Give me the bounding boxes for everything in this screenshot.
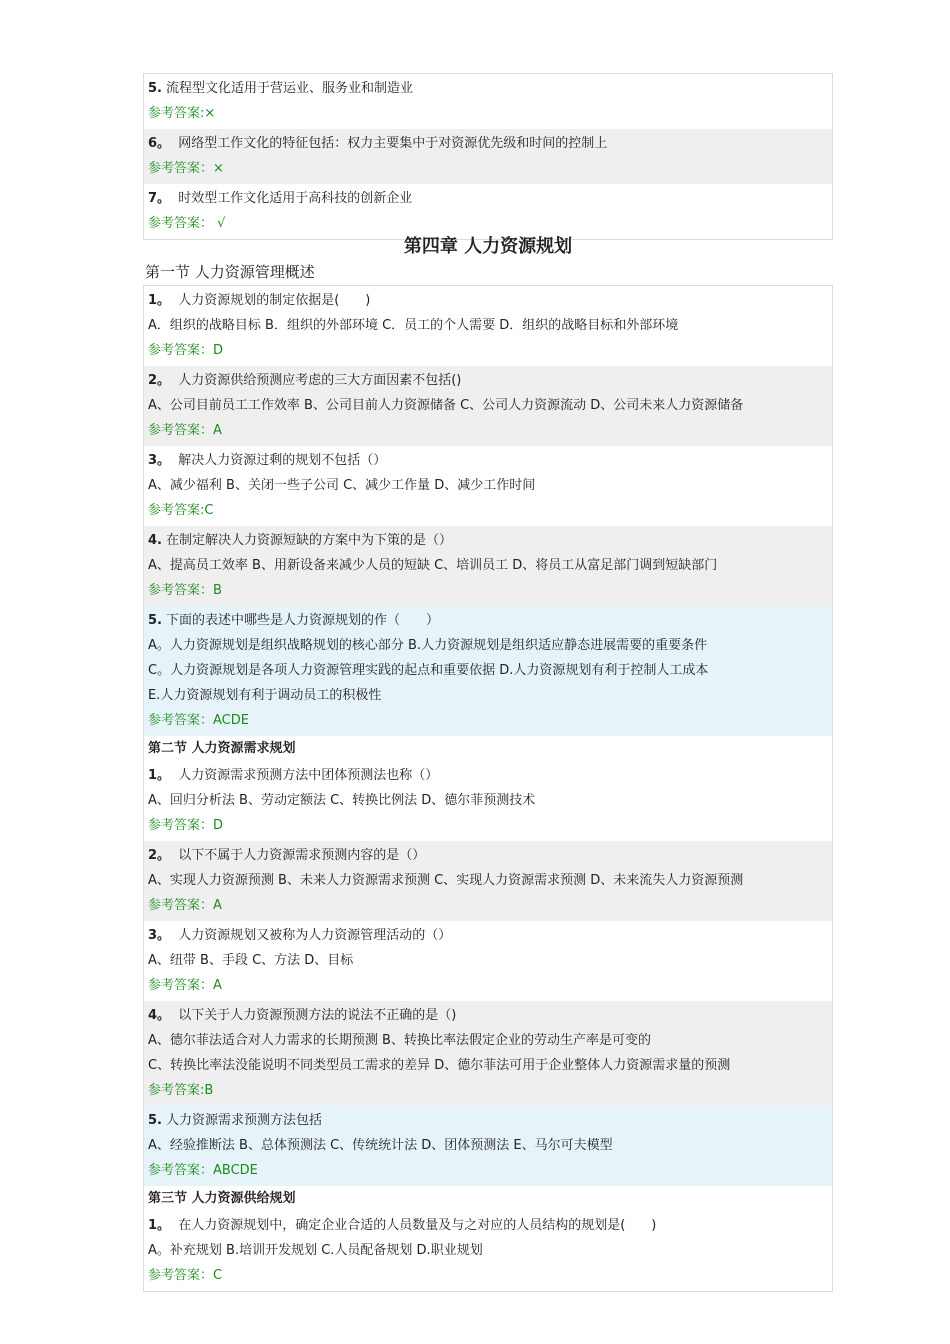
question-block bbox=[144, 761, 832, 841]
section-title: 第三节 人力资源供给规划 bbox=[148, 1191, 296, 1206]
question-options: A。补充规划 B.培训开发规划 C.人员配备规划 D.职业规划 bbox=[148, 1243, 483, 1258]
answer-text: 参考答案：ACDE bbox=[148, 713, 249, 728]
question-number: 5. bbox=[148, 1113, 162, 1128]
question-number: 1。 bbox=[148, 293, 171, 308]
question-box-main bbox=[143, 285, 833, 1292]
question-number: 2。 bbox=[148, 373, 171, 388]
question-text: 以下关于人力资源预测方法的说法不正确的是（) bbox=[178, 1008, 457, 1023]
question-options: C、转换比率法没能说明不同类型员工需求的差异 D、德尔菲法可用于企业整体人力资源需求量的预测 bbox=[148, 1058, 731, 1073]
question-block bbox=[144, 184, 832, 239]
question-text: 时效型工作文化适用于高科技的创新企业 bbox=[178, 191, 413, 206]
question-number: 7。 bbox=[148, 191, 171, 206]
question-text: 人力资源规划的制定依据是( ) bbox=[178, 293, 371, 308]
chapter-title: 第四章 人力资源规划 bbox=[403, 236, 573, 257]
question-options: A、德尔菲法适合对人力需求的长期预测 B、转换比率法假定企业的劳动生产率是可变的 bbox=[148, 1033, 651, 1048]
question-box-top bbox=[143, 73, 833, 240]
question-line bbox=[148, 186, 828, 211]
question-block bbox=[144, 74, 832, 129]
answer-text: 参考答案：D bbox=[148, 343, 224, 358]
question-block bbox=[144, 1001, 832, 1106]
answer-text: 参考答案：A bbox=[148, 978, 222, 993]
question-line bbox=[148, 763, 828, 788]
question-line bbox=[148, 923, 828, 948]
question-block bbox=[144, 366, 832, 446]
question-options: A、减少福利 B、关闭一些子公司 C、减少工作量 D、减少工作时间 bbox=[148, 478, 536, 493]
question-text: 网络型工作文化的特征包括：权力主要集中于对资源优先级和时间的控制上 bbox=[178, 136, 608, 151]
answer-text: 参考答案：A bbox=[148, 898, 222, 913]
question-text: 解决人力资源过剩的规划不包括（） bbox=[178, 453, 387, 468]
question-block bbox=[144, 921, 832, 1001]
question-options: E.人力资源规划有利于调动员工的积极性 bbox=[148, 688, 382, 703]
question-text: 下面的表述中哪些是人力资源规划的作（ ） bbox=[165, 613, 439, 628]
question-line bbox=[148, 528, 828, 553]
answer-text: 参考答案：A bbox=[148, 423, 222, 438]
question-line bbox=[148, 608, 828, 633]
question-line bbox=[148, 1003, 828, 1028]
question-block bbox=[144, 446, 832, 526]
question-line bbox=[148, 843, 828, 868]
question-number: 2。 bbox=[148, 848, 171, 863]
question-number: 1。 bbox=[148, 768, 171, 783]
question-text: 以下不属于人力资源需求预测内容的是（） bbox=[178, 848, 426, 863]
answer-text: 参考答案：ABCDE bbox=[148, 1163, 258, 1178]
question-line bbox=[148, 76, 828, 101]
question-number: 3。 bbox=[148, 453, 171, 468]
question-text: 人力资源供给预测应考虑的三大方面因素不包括() bbox=[178, 373, 462, 388]
answer-text: 参考答案：C bbox=[148, 1268, 223, 1283]
answer-text: 参考答案：D bbox=[148, 818, 224, 833]
section-title: 第一节 人力资源管理概述 bbox=[145, 263, 315, 281]
question-line bbox=[148, 288, 828, 313]
answer-text: 参考答案：× bbox=[148, 161, 224, 176]
question-number: 4。 bbox=[148, 1008, 171, 1023]
question-text: 在人力资源规划中，确定企业合适的人员数量及与之对应的人员结构的规划是( ) bbox=[178, 1218, 657, 1233]
question-text: 人力资源规划又被称为人力资源管理活动的（） bbox=[178, 928, 452, 943]
question-block bbox=[144, 129, 832, 184]
question-options: A、提高员工效率 B、用新设备来减少人员的短缺 C、培训员工 D、将员工从富足部门调到短缺部门 bbox=[148, 558, 718, 573]
question-block bbox=[144, 526, 832, 606]
answer-text: 参考答案： √ bbox=[148, 216, 226, 231]
question-block bbox=[144, 286, 832, 366]
question-block bbox=[144, 1211, 832, 1291]
question-text: 流程型文化适用于营运业、服务业和制造业 bbox=[165, 81, 413, 96]
question-line bbox=[148, 368, 828, 393]
question-block bbox=[144, 606, 832, 736]
question-number: 5. bbox=[148, 81, 162, 96]
question-text: 人力资源需求预测方法中团体预测法也称（） bbox=[178, 768, 439, 783]
question-line bbox=[148, 131, 828, 156]
answer-text: 参考答案:× bbox=[148, 106, 216, 121]
answer-text: 参考答案:B bbox=[148, 1083, 214, 1098]
question-options: A。人力资源规划是组织战略规划的核心部分 B.人力资源规划是组织适应静态进展需要的重要条件 bbox=[148, 638, 708, 653]
question-options: A、纽带 B、手段 C、方法 D、目标 bbox=[148, 953, 354, 968]
question-text: 人力资源需求预测方法包括 bbox=[165, 1113, 322, 1128]
question-number: 4. bbox=[148, 533, 162, 548]
question-options: A、公司目前员工工作效率 B、公司目前人力资源储备 C、公司人力资源流动 D、公司未来人力资源储备 bbox=[148, 398, 744, 413]
question-options: A．组织的战略目标 B．组织的外部环境 C．员工的个人需要 D．组织的战略目标和外部环境 bbox=[148, 318, 679, 333]
question-line bbox=[148, 448, 828, 473]
question-number: 3。 bbox=[148, 928, 171, 943]
question-number: 5. bbox=[148, 613, 162, 628]
question-number: 6。 bbox=[148, 136, 171, 151]
section-title: 第二节 人力资源需求规划 bbox=[148, 741, 296, 756]
question-options: A、经验推断法 B、总体预测法 C、传统统计法 D、团体预测法 E、马尔可夫模型 bbox=[148, 1138, 613, 1153]
question-number: 1。 bbox=[148, 1218, 171, 1233]
question-options: A、实现人力资源预测 B、未来人力资源需求预测 C、实现人力资源需求预测 D、未来流失人力资源预测 bbox=[148, 873, 744, 888]
answer-text: 参考答案：B bbox=[148, 583, 222, 598]
question-block bbox=[144, 841, 832, 921]
answer-text: 参考答案:C bbox=[148, 503, 214, 518]
question-options: A、回归分析法 B、劳动定额法 C、转换比例法 D、德尔菲预测技术 bbox=[148, 793, 536, 808]
question-block bbox=[144, 1106, 832, 1186]
question-line bbox=[148, 1213, 828, 1238]
question-text: 在制定解决人力资源短缺的方案中为下策的是（） bbox=[165, 533, 452, 548]
question-options: C。人力资源规划是各项人力资源管理实践的起点和重要依据 D.人力资源规划有利于控制人工成本 bbox=[148, 663, 709, 678]
question-line bbox=[148, 1108, 828, 1133]
